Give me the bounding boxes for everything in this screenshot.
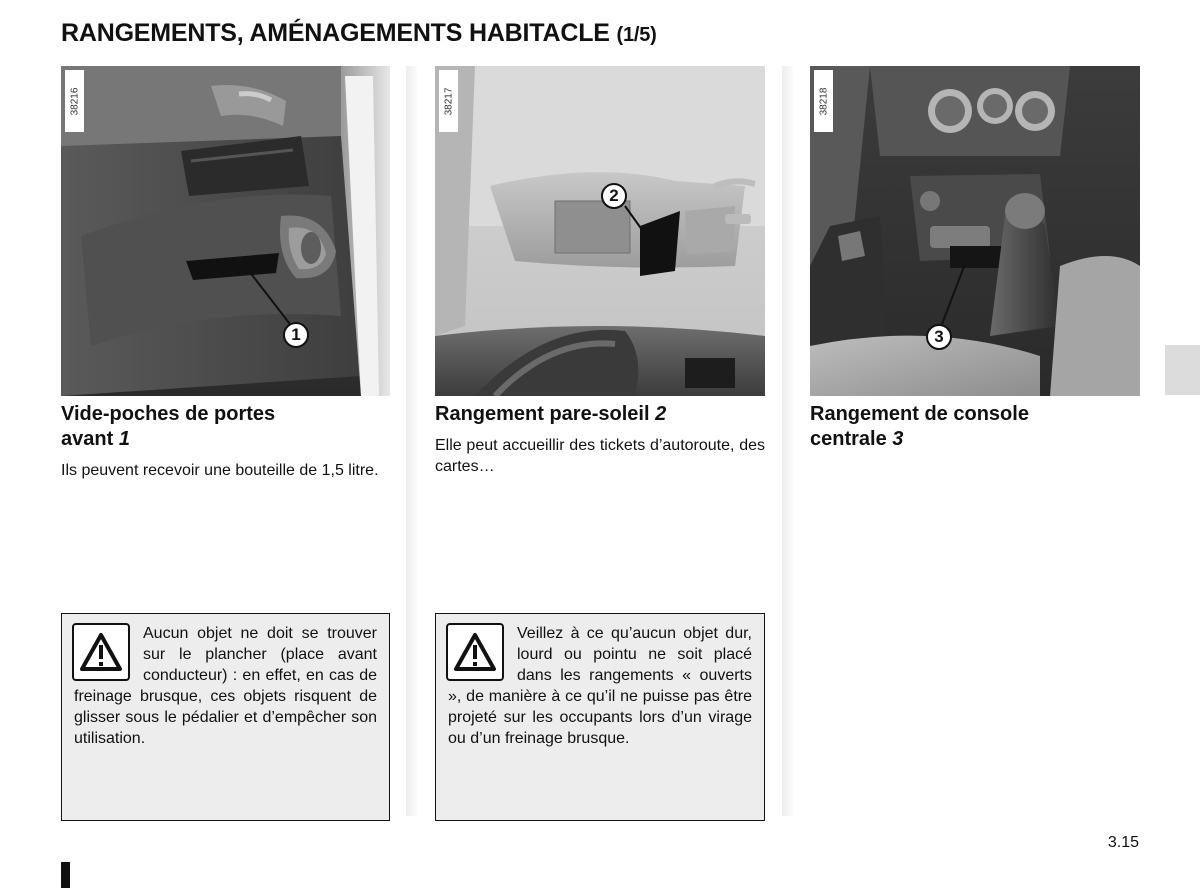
door-pockets-description: Ils peuvent recevoir une bouteille de 1,5 litre.: [61, 462, 379, 479]
photo-reference: 38217: [439, 70, 458, 132]
page-number: 3.15: [1107, 834, 1139, 851]
section-title-sun-visor: Rangement pare-soleil 2: [435, 403, 667, 425]
warning-triangle-icon: [446, 623, 504, 681]
section-title-console: Rangement de console centrale 3: [810, 403, 1029, 450]
column-divider: [406, 66, 417, 816]
page-title-suffix: (1/5): [616, 24, 657, 46]
photo-reference: 38216: [65, 70, 84, 132]
door-pocket-illustration: [61, 66, 390, 396]
section-tab: [1165, 345, 1200, 395]
console-photo: [810, 66, 1140, 396]
corner-mark: [61, 862, 70, 888]
door-pocket-photo: [61, 66, 390, 396]
warning-triangle-icon: [72, 623, 130, 681]
console-illustration: [810, 66, 1140, 396]
sun-visor-photo: [435, 66, 765, 396]
section-title-door-pockets: Vide-poches de portes avant 1: [61, 403, 276, 450]
warning-text: Veillez à ce qu’aucun objet dur, lourd ou pointu ne soit placé dans les rangements « ouverts », de manière à ce qu’il ne puisse pas être projeté sur les occupants lors d’un virage ou d’un freinage brusque.: [448, 625, 752, 747]
warning-box-open-storage: [435, 613, 765, 821]
page-title: [61, 19, 657, 48]
column-divider: [782, 66, 793, 816]
callout-3: 3: [926, 324, 952, 350]
callout-2: 2: [601, 183, 627, 209]
callout-1: 1: [283, 322, 309, 348]
warning-box-floor-objects: [61, 613, 390, 821]
sun-visor-description: Elle peut accueillir des tickets d’autoroute, des cartes…: [435, 437, 765, 475]
photo-reference: 38218: [814, 70, 833, 132]
page-title-text: RANGEMENTS, AMÉNAGEMENTS HABITACLE: [61, 19, 610, 47]
warning-text: Aucun objet ne doit se trouver sur le plancher (place avant conducteur) : en effet, en cas de freinage brusque, ces objets risquent de glisser sous le pédalier et d’empêcher son utilisation.: [74, 625, 377, 747]
sun-visor-illustration: [435, 66, 765, 396]
